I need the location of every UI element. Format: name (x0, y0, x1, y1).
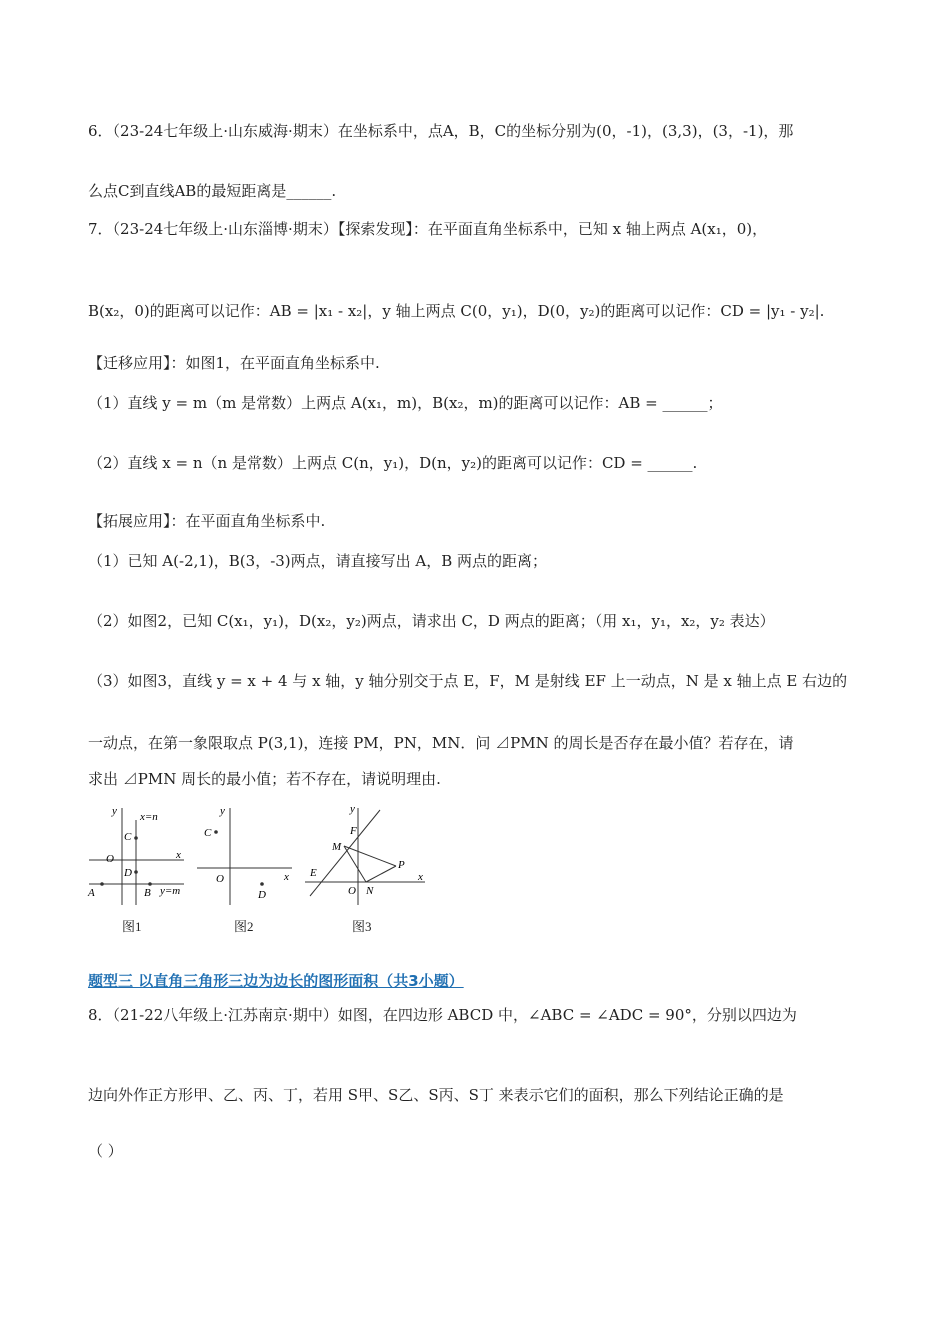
fig3-label-y: y (350, 803, 355, 815)
fig3-label-n: N (366, 885, 374, 897)
fig3-label-e: E (310, 867, 317, 879)
q7-expand-3a: （3）如图3，直线 y = x + 4 与 x 轴，y 轴分别交于点 E，F，M 是射线 EF 上一动点，N 是 x 轴上点 E 右边的 (88, 672, 848, 690)
q7-line2: B(x₂，0)的距离可以记作：AB = |x₁ - x₂|，y 轴上两点 C(0，y₁)，D(0，y₂)的距离可以记作：CD = |y₁ - y₂|. (88, 302, 825, 320)
fig3-label-m: M (332, 841, 342, 853)
figure-3-caption: 图3 (352, 919, 372, 934)
q7-migrate-title: 【迁移应用】：如图1，在平面直角坐标系中. (88, 354, 380, 372)
fig1-label-ym: y=m (160, 885, 181, 897)
q8-line2: 边向外作正方形甲、乙、丙、丁，若用 S甲、S乙、S丙、S丁 来表示它们的面积，那么下列结论正确的是 (88, 1086, 784, 1104)
q8-line3: （ ） (88, 1142, 123, 1160)
figure-2-caption: 图2 (234, 919, 254, 934)
fig2-label-o: O (216, 873, 224, 885)
fig1-label-o: O (106, 853, 114, 865)
q6-line1: 6．（23-24七年级上·山东威海·期末）在坐标系中，点A，B，C的坐标分别为(0，-1)，(3,3)，(3，-1)，那 (88, 122, 794, 140)
figure-1 (84, 800, 194, 910)
fig2-label-x: x (284, 871, 289, 883)
figure-2 (192, 800, 302, 910)
q7-expand-1: （1）已知 A(-2,1)，B(3，-3)两点，请直接写出 A，B 两点的距离； (88, 552, 548, 570)
q6-line2: 么点C到直线AB的最短距离是______. (88, 182, 337, 200)
q7-expand-3c: 求出 ⊿PMN 周长的最小值；若不存在，请说明理由. (88, 770, 441, 788)
fig1-label-y: y (112, 805, 117, 817)
fig3-label-p: P (398, 859, 405, 871)
section-heading: 题型三 以直角三角形三边为边长的图形面积（共3小题） (88, 972, 464, 990)
fig3-label-f: F (350, 825, 357, 837)
fig1-label-c: C (124, 831, 132, 843)
fig1-label-a: A (88, 887, 95, 899)
figure-1-caption: 图1 (122, 919, 142, 934)
q7-expand-3b: 一动点，在第一象限取点 P(3,1)，连接 PM，PN，MN．问 ⊿PMN 的周长是否存在最小值？若存在，请 (88, 734, 794, 752)
q7-expand-title: 【拓展应用】：在平面直角坐标系中. (88, 512, 326, 530)
fig1-label-b: B (144, 887, 151, 899)
fig1-label-xn: x=n (140, 811, 158, 823)
fig2-label-d: D (258, 889, 266, 901)
fig3-label-x: x (418, 871, 423, 883)
fig1-label-d: D (124, 867, 132, 879)
fig2-label-y: y (220, 805, 225, 817)
fig2-label-c: C (204, 827, 212, 839)
q7-line1: 7．（23-24七年级上·山东淄博·期末）【探索发现】：在平面直角坐标系中，已知 x 轴上两点 A(x₁，0)， (88, 220, 768, 238)
q7-expand-2: （2）如图2，已知 C(x₁，y₁)，D(x₂，y₂)两点，请求出 C，D 两点的距离；（用 x₁，y₁，x₂，y₂ 表达） (88, 612, 775, 630)
q8-line1: 8．（21-22八年级上·江苏南京·期中）如图，在四边形 ABCD 中，∠ABC = ∠ADC = 90°，分别以四边为 (88, 1006, 797, 1024)
fig3-label-o: O (348, 885, 356, 897)
q7-migrate-1: （1）直线 y = m（m 是常数）上两点 A(x₁，m)，B(x₂，m)的距离可以记作：AB = ______； (88, 394, 723, 412)
fig1-label-x: x (176, 849, 181, 861)
q7-migrate-2: （2）直线 x = n（n 是常数）上两点 C(n，y₁)，D(n，y₂)的距离可以记作：CD = ______. (88, 454, 698, 472)
figure-3 (300, 800, 430, 910)
